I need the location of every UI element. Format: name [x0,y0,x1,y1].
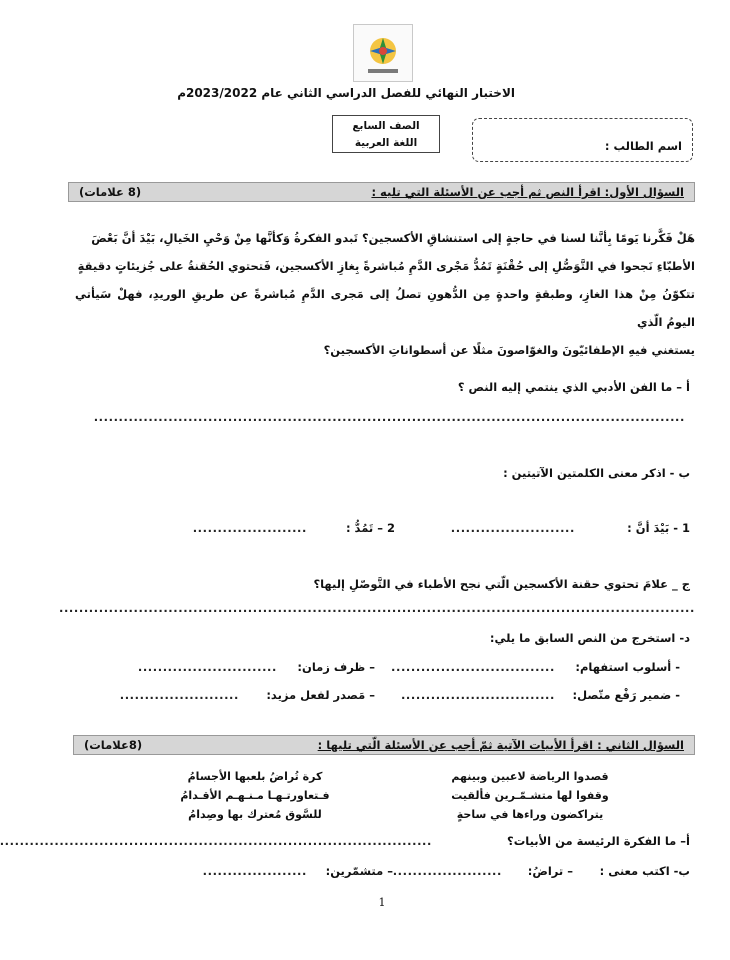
exam-title: الاختبار النهائي للفصل الدراسي الثاني عام 2023/2022م [177,86,515,100]
grade-label: الصف السابع [352,120,420,132]
answer-line-meaning-1[interactable]: ...................... [392,864,502,878]
question-two-marks: (8علامات) [84,738,143,752]
answer-line-word-2[interactable]: ....................... [192,521,307,535]
verse-first-half: يتراكضون وراءها في ساحةٍ [456,808,604,821]
student-name-label: اسم الطالب : [604,139,682,153]
answer-line-pronoun[interactable]: ............................... [400,688,555,702]
subject-label: اللغة العربية [354,137,418,149]
school-logo [353,24,413,82]
meaning-word-2: – متشمّرين: [325,864,393,878]
page-number: 1 [378,896,386,909]
answer-line-1a[interactable]: ....................................................................................................................... [93,410,685,424]
question-1a: أ – ما الفن الأدبي الذي ينتمي إليه النص ؟ [457,380,690,394]
reading-passage [75,224,695,364]
verse-second-half: للسَّوق مُعترك بها وصِدامُ [188,808,322,821]
word-item-1: 1 - بَيْدَ أنَّ : [627,521,690,535]
passage-line: هَلْ فَكَّرنا يَومًا بِأنَّنا لسنا في حاجةٍ إلى استنشاقِ الأكسجين؟ تَبدو الفكرةُ وَكأنَّها مِنْ وَحْيِ الخَيالِ، بَيْدَ أنَّ بَعْضَ [91,231,695,245]
verse-first-half: وقفوا لها متشـمّـرين فألقيت [451,789,609,802]
answer-line-2a[interactable]: ....................................................................................... [0,834,432,848]
question-one-title: السؤال الأول: اقرأ النص ثم أجب عن الأسئلة التي تليه : [371,185,684,199]
answer-line-interrogative[interactable]: ................................. [391,660,555,674]
extract-item-pronoun: - ضمير رَفْع متّصل: [572,688,680,702]
extract-item-interrogative: - أسلوب استفهام: [575,660,680,674]
answer-line-meaning-2[interactable]: ..................... [202,864,307,878]
question-one-marks: (8 علامات) [79,185,142,199]
word-item-2: 2 – تَمُدُّ : [345,521,395,535]
question-one-header [68,182,695,202]
passage-line: يستغني فيهِ الإطفائيّونَ والغوّاصونَ مثلًا عن أسطواناتِ الأكسجين؟ [323,343,695,357]
question-2a: أ– ما الفكرة الرئيسة من الأبيات؟ [507,834,690,848]
question-1d: د- استخرج من النص السابق ما يلي: [489,631,690,645]
question-2b: ب- اكتب معنى : [599,864,690,878]
question-1b: ب - اذكر معنى الكلمتين الآتيتين : [503,466,690,480]
question-two-title: السؤال الثاني : اقرأ الأبيات الآتية ثمّ أجب عن الأسئلة الّتي تليها : [317,738,684,752]
extract-item-verbal-noun: – مَصدر لفعل مزيد: [266,688,375,702]
poem-verses [35,768,730,828]
student-name-box[interactable] [472,118,693,162]
answer-line-1c[interactable]: ................................................................................................................................ [59,601,695,615]
grade-subject-box [332,115,440,153]
verse-second-half: كرة تُراضُ بلعبها الأجسامُ [187,770,323,783]
meaning-word-1: – تراضُ: [527,864,573,878]
passage-line: تتكوّنُ مِنْ هذا الغازِ، وطبقةٍ واحدةٍ مِن الدُّهونِ تصلُ إلى مَجرى الدَّمِ مُباشرةً عن طريقِ الوريدِ، فهلْ سَيأتي اليومُ الّذي [75,287,695,329]
answer-line-word-1[interactable]: ......................... [450,521,575,535]
passage-line: الأطبّاءِ نَجحوا في التَّوَصُّلِ إلى حُقْنَةٍ تَمُدُّ مَجْرى الدَّمِ مُباشرةً بِغازِ الأكسجين، فَتحتوي الحُقنةُ على جُزيئاتٍ دقيقةٍ [77,259,695,273]
answer-line-verbal-noun[interactable]: ........................ [119,688,239,702]
extract-item-time-adverb: – ظرف زمان: [297,660,375,674]
question-1c: ج _ علامَ تحتوي حقنة الأكسجين الّتي نجح الأطباء في التَّوصّلِ إليها؟ [313,577,690,591]
verse-second-half: فـتعاورتـهـا مـنـهـم الأقـدامُ [180,789,330,802]
verse-first-half: قصدوا الرياضة لاعبين وبينهم [451,770,609,783]
question-two-header [73,735,695,755]
answer-line-time-adverb[interactable]: ............................ [137,660,277,674]
